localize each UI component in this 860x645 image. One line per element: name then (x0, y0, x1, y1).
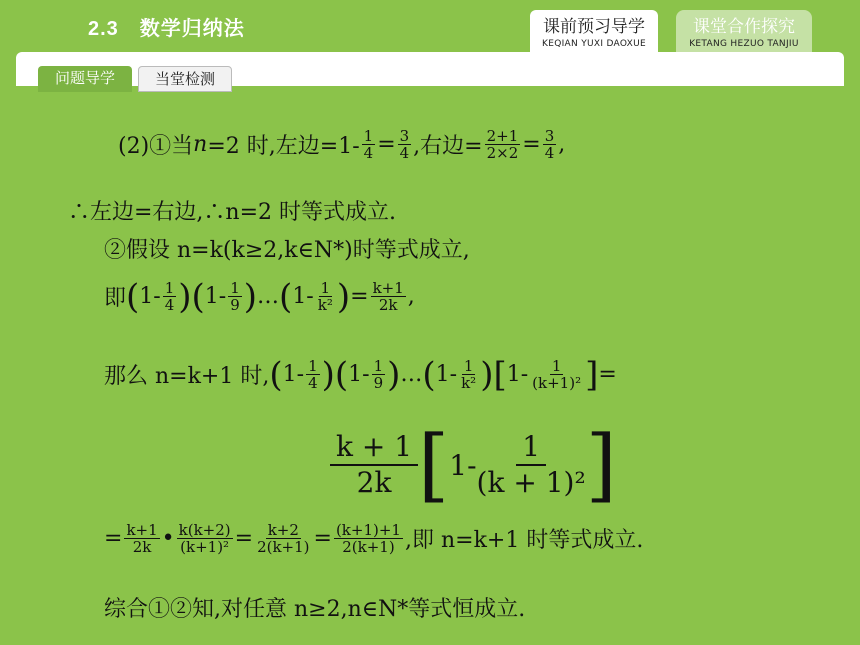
l4-frac-result: $\frac{k+1}{2k}$ (372, 279, 404, 314)
proof-line-7: = $\frac{k+1}{2k}$ • $\frac{k(k+2)}{\text{(k+1)²}}$ = $\frac{k+2}{2(k+1)}$ = $\frac{(k+1)+1}{2(k+1)}$ ,即 n=k+1 时等式成立. (104, 521, 644, 556)
tab-class-sub: KETANG HEZUO TANJIU (689, 39, 799, 49)
l5-frac-last: $\frac{1}{\text{(k+1)²}}$ (532, 357, 582, 392)
l6-inner-frac: $\frac{1}{\text{(k + 1)²}}$ (476, 430, 586, 499)
l4-end: , (407, 284, 415, 309)
l1-frac-2: $\frac{3}{4}$ (399, 127, 410, 162)
l5-eq: = (598, 362, 617, 387)
proof-line-4: 即 ( 1- $\frac{1}{4}$ ) ( 1- $\frac{1}{9}$ ) … ( 1- $\frac{1}{\text{k²}}$ ) = $\frac{k+1}{2k}$ , (104, 276, 415, 317)
l1-frac-1: $\frac{1}{4}$ (363, 127, 374, 162)
l1-frac-4: $\frac{3}{4}$ (544, 127, 555, 162)
l5-lead: 那么 n=k+1 时, (104, 364, 270, 389)
l1-end: , (558, 132, 566, 157)
subtab-guide[interactable]: 问题导学 (38, 66, 132, 92)
l4-lead: 即 (104, 286, 127, 311)
tab-preview-label: 课前预习导学 (543, 17, 645, 37)
proof-line-1 (118, 128, 565, 161)
tab-preview[interactable] (530, 10, 658, 54)
l1-prefix: (2)①当 (118, 134, 194, 159)
l4-dots: … (257, 284, 280, 309)
l1-eq3: = (522, 132, 541, 157)
proof-line-5: 那么 n=k+1 时, ( 1- $\frac{1}{4}$ ) ( 1- $\frac{1}{9}$ ) … ( 1- $\frac{1}{\text{k²}}$ ) [ 1- $\frac{1}{\text{(k+1)²}}$ ] = (104, 354, 617, 395)
l1-n: n (193, 132, 208, 157)
tab-class[interactable] (676, 10, 812, 54)
l6-frac: $\frac{k + 1}{2k}$ (330, 430, 418, 500)
section-title: 2.3 数学归纳法 (88, 18, 245, 40)
l1-eq2: =2 时,左边=1- (207, 134, 360, 159)
header-bar (0, 0, 860, 52)
tab-preview-sub: KEQIAN YUXI DAOXUE (542, 39, 646, 49)
l1-frac-3: $\frac{2+1}{2\times 2}$ (486, 127, 519, 162)
l4-frac-c: $\frac{1}{\text{k²}}$ (317, 279, 333, 314)
l1-right: ,右边= (413, 134, 483, 159)
subtab-check[interactable]: 当堂检测 (138, 66, 232, 92)
l4-eq: = (350, 284, 369, 309)
l4-frac-a: $\frac{1}{4}$ (164, 279, 175, 314)
l4-frac-b: $\frac{1}{9}$ (230, 279, 240, 314)
proof-line-2: ∴左边=右边,∴n=2 时等式成立. (68, 200, 397, 225)
proof-line-6: $\frac{k + 1}{2k}$ [ 1- $\frac{1}{\text{(k + 1)²}}$ ] (330, 428, 617, 502)
proof-line-3: ②假设 n=k(k≥2,k∈N*)时等式成立, (104, 238, 470, 263)
tab-class-label: 课堂合作探究 (693, 17, 795, 37)
proof-line-8: 综合①②知,对任意 n≥2,n∈N*等式恒成立. (104, 597, 526, 622)
l1-eq: = (377, 132, 396, 157)
